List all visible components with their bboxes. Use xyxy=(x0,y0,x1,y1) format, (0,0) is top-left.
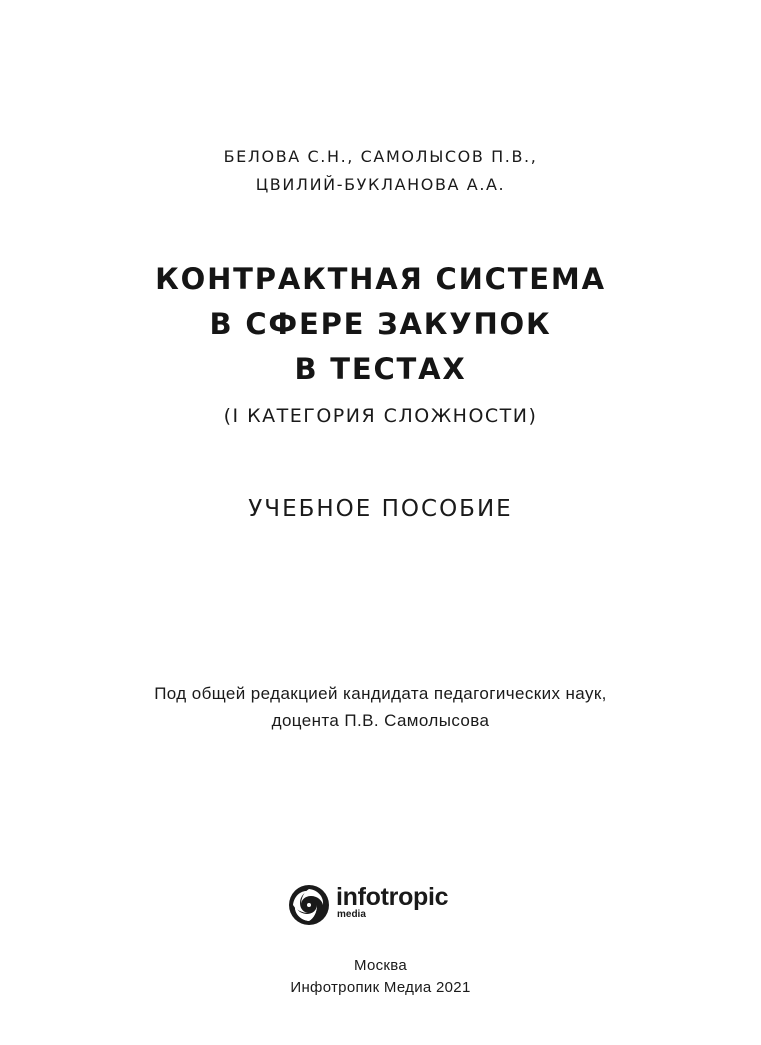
book-title-line-1: КОНТРАКТНАЯ СИСТЕМА xyxy=(155,262,606,296)
book-title-line-2: В СФЕРЕ ЗАКУПОК xyxy=(209,307,552,341)
book-subtitle: (I КАТЕГОРИЯ СЛОЖНОСТИ) xyxy=(223,405,538,427)
authors-line-2: ЦВИЛИЙ-БУКЛАНОВА А.А. xyxy=(255,175,506,194)
publisher-logo-name: infotropic xyxy=(336,883,449,911)
imprint-publisher-year: Инфотропик Медиа 2021 xyxy=(290,979,471,996)
editor-note-line-1: Под общей редакцией кандидата педагогических наук, xyxy=(154,684,607,703)
editor-note xyxy=(0,680,761,734)
publication-kind: УЧЕБНОЕ ПОСОБИЕ xyxy=(248,496,513,522)
publisher-logo-text xyxy=(336,883,476,927)
book-title xyxy=(0,257,761,392)
infotropic-spiral-icon xyxy=(288,884,330,926)
book-title-line-3: В ТЕСТАХ xyxy=(294,352,467,386)
authors-line-1: БЕЛОВА С.Н., САМОЛЫСОВ П.В., xyxy=(223,147,538,166)
imprint-city: Москва xyxy=(353,957,407,974)
authors-block xyxy=(0,143,761,199)
imprint-block xyxy=(0,955,761,999)
editor-note-line-2: доцента П.В. Самолысова xyxy=(271,711,490,730)
publisher-logo xyxy=(288,880,476,930)
publisher-logo-sub: media xyxy=(337,909,366,920)
